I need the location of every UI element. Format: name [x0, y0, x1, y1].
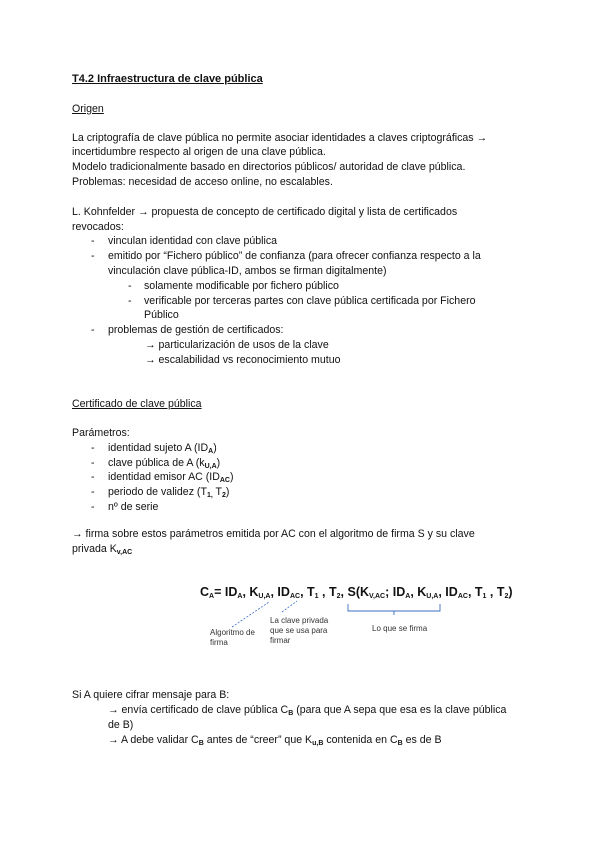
paragraph-line: privada $K_{v,AC}$: [72, 543, 133, 556]
section-heading-certificado: Certificado de clave pública: [72, 398, 202, 410]
page-title: T4.2 Infraestructura de clave pública: [72, 73, 263, 85]
paragraph-line: revocados:: [72, 221, 124, 233]
arrow-item: → A debe validar $C_B$ antes de “creer” que $K_{u,B}$ contenida en $C_B$ es de B: [108, 734, 442, 747]
arrow-item: → particularización de usos de la clave: [145, 339, 329, 351]
sub-list-item: solamente modificable por fichero público: [144, 280, 339, 292]
paragraph-line: Problemas: necesidad de acceso online, no escalables.: [72, 176, 333, 188]
arrow-item: → envía certificado de clave pública $C_B$ (para que A sepa que esa es la clave pública: [108, 704, 507, 717]
paragraph-line: Si A quiere cifrar mensaje para B:: [72, 689, 230, 701]
list-item: identidad emisor AC $(ID_{AC})$: [108, 471, 234, 484]
list-item: problemas de gestión de certificados:: [108, 324, 284, 336]
paragraph-line: incertidumbre respecto al origen de una clave pública.: [72, 146, 326, 158]
bullet-dash: -: [128, 295, 132, 307]
sub-list-item: Público: [144, 309, 179, 321]
sub-list-item: verificable por terceras partes con clave pública certificada por Fichero: [144, 295, 476, 307]
list-item: identidad sujeto A $(ID_A)$: [108, 442, 217, 455]
list-item: emitido por “Fichero público” de confianza (para ofrecer confianza respecto a la: [108, 250, 481, 262]
svg-text:CA= IDA, KU,A, IDAC, T1 , T2,: CA= IDA, KU,A, IDAC, T1 , T2, S(KV,AC; IDA, KU,A, IDAC, T1 , T2): [200, 585, 513, 600]
list-item: clave pública de A $(k_{U,A})$: [108, 457, 221, 470]
bullet-dash: -: [91, 324, 95, 336]
bullet-dash: -: [91, 501, 95, 513]
bullet-dash: -: [91, 442, 95, 454]
paragraph-line: Parámetros:: [72, 427, 130, 439]
list-item: vinculan identidad con clave pública: [108, 235, 278, 247]
list-item: nº de serie: [108, 501, 159, 513]
bullet-dash: -: [128, 280, 132, 292]
bullet-dash: -: [91, 486, 95, 498]
formula-annotation-firma: Lo que se firma: [372, 624, 428, 633]
formula-annotation-algoritmo: Algoritmo de firma: [210, 628, 255, 647]
paragraph-line: La criptografía de clave pública no permite asociar identidades a claves criptográficas →: [72, 132, 488, 144]
list-item: periodo de validez ($T_{1,}$ $T_2$): [108, 486, 230, 499]
arrow-item: de B): [108, 719, 134, 731]
list-item: vinculación clave pública-ID, ambos se firman digitalmente): [108, 265, 387, 277]
bullet-dash: -: [91, 250, 95, 262]
formula-annotation-clave: La clave privada que se usa para firmar: [270, 616, 329, 645]
paragraph-line: L. Kohnfelder → propuesta de concepto de certificado digital y lista de certificados: [72, 206, 458, 218]
paragraph-line: Modelo tradicionalmente basado en directorios públicos/ autoridad de clave pública.: [72, 161, 466, 173]
bullet-dash: -: [91, 235, 95, 247]
arrow-item: → escalabilidad vs reconocimiento mutuo: [145, 354, 341, 366]
paragraph-line: → firma sobre estos parámetros emitida por AC con el algoritmo de firma S y su clave: [72, 528, 475, 540]
bullet-dash: -: [91, 457, 95, 469]
bullet-dash: -: [91, 471, 95, 483]
section-heading-origen: Origen: [72, 103, 104, 115]
